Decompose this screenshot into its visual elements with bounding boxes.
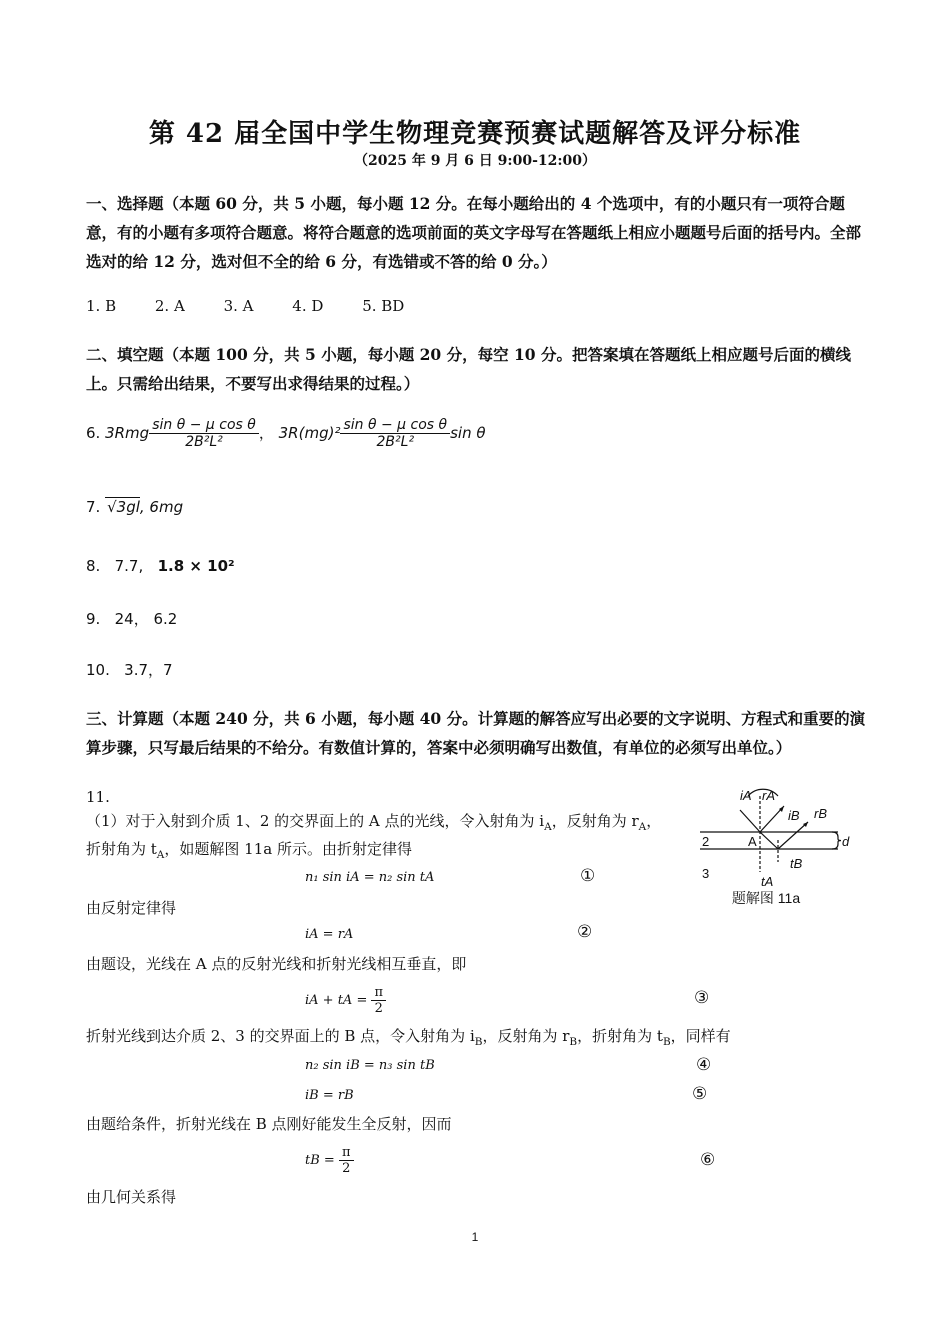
q11-p1: （1）对于入射到介质 1、2 的交界面上的 A 点的光线，令入射角为 i [86, 812, 545, 830]
section-1-heading: 一、选择题（本题 60 分，共 5 小题，每小题 12 分。在每小题给出的 4 个选项中，有的小题只有一项符合题意，有的小题有多项符合题意。将符合题意的选项前面的英文字母写在答题纸上相应小题题号后面的括号内。全部选对的给 12 分，选对但不全的给 6 分，有选错或不答的给 0 分。） [86, 194, 862, 271]
eq6-fraction [339, 1145, 354, 1176]
label-tB: tB [790, 856, 803, 871]
equation-1-number: ① [580, 866, 596, 886]
q8-text: 7.7, [114, 557, 144, 575]
label-iA: iA [740, 788, 752, 803]
page-title: 第 42 届全国中学生物理竞赛预赛试题解答及评分标准 [148, 119, 802, 149]
q6-label: 6. [86, 424, 101, 442]
equation-3-number: ③ [694, 988, 710, 1008]
answer-8 [86, 557, 235, 575]
equation-4-number: ④ [696, 1055, 712, 1075]
q6-numerator-1: sin θ − μ cos θ [149, 417, 259, 434]
eq6-den: 2 [342, 1161, 351, 1176]
q6-separator: ， [258, 424, 274, 442]
equation-3 [305, 985, 386, 1016]
label-rA: rA [762, 788, 775, 803]
q11-paragraph-4: 由题设，光线在 A 点的反射光线和折射光线相互垂直，即 [86, 955, 467, 973]
q11-paragraph-7: 由几何关系得 [86, 1188, 177, 1206]
q6-fraction-2 [340, 417, 450, 450]
answer-5: 5. BD [362, 297, 405, 315]
label-tA: tA [761, 874, 774, 889]
section-2-heading: 二、填空题（本题 100 分，共 5 小题，每小题 20 分，每空 10 分。把答案填在答题纸上相应题号后面的横线上。只需给出结果，不要写出求得结果的过程。） [86, 345, 851, 393]
incident-ray [740, 810, 760, 832]
answer-4: 4. D [292, 297, 324, 315]
refracted-ray [760, 832, 778, 849]
answer-10 [86, 659, 173, 680]
q11-paragraph-1: （1）对于入射到介质 1、2 的交界面上的 A 点的光线，令入射角为 $i_A$，反射角为 $r_A$， [86, 812, 662, 833]
q11-paragraph-5: 折射光线到达介质 2、3 的交界面上的 B 点，令入射角为 $i_B$，反射角为 $r_B$，折射角为 $t_B$，同样有 [86, 1027, 731, 1048]
label-iB: iB [788, 808, 800, 823]
label-rB: rB [814, 806, 827, 821]
reflected-ray-B [778, 822, 808, 849]
equation-2-number: ② [577, 922, 593, 942]
answer-2: 2. A [154, 297, 185, 315]
equation-1: n₁ sin iA = n₂ sin tA [305, 870, 435, 885]
q6-denominator-2: 2B²L² [376, 434, 415, 450]
equation-6 [305, 1145, 354, 1176]
q10-text: 3.7，7 [124, 661, 173, 679]
q11-p5d: ，同样有 [670, 1027, 731, 1045]
q11-paragraph-2: 折射角为 $t_A$，如题解图 11a 所示。由折射定律得 [86, 840, 412, 861]
q11-label: 11. [86, 788, 110, 806]
q9-label: 9. [86, 610, 101, 628]
q11-paragraph-6: 由题给条件，折射光线在 B 点刚好能发生全反射，因而 [86, 1115, 452, 1133]
q7-radical: √3gl [107, 498, 140, 516]
q9-text: 24， 6.2 [114, 610, 178, 628]
label-medium-2: 2 [702, 834, 710, 849]
page-number: 1 [471, 1230, 479, 1244]
q6-part2-prefix: 3R(mg)² [278, 424, 341, 442]
equation-6-number: ⑥ [700, 1150, 716, 1170]
answer-6 [86, 417, 486, 450]
answer-9 [86, 608, 177, 629]
label-d: d [842, 834, 850, 849]
answer-3: 3. A [223, 297, 254, 315]
equation-5-number: ⑤ [692, 1084, 708, 1104]
section-1-answers [86, 297, 438, 315]
q6-numerator-2: sin θ − μ cos θ [340, 417, 450, 434]
eq6-num: π [339, 1145, 354, 1161]
section-3-heading: 三、计算题（本题 240 分，共 6 小题，每小题 40 分。计算题的解答应写出必要的文字说明、方程式和重要的演算步骤，只写最后结果的不给分。有数值计算的，答案中必须明确写出数值，有单位的必须写出单位。） [86, 709, 866, 757]
q10-label: 10. [86, 661, 110, 679]
figure-11a-caption: 题解图 11a [731, 890, 801, 906]
q7-rest: , 6mg [139, 498, 184, 516]
q11-p5c: ，折射角为 t [577, 1027, 663, 1045]
q11-p5a: 折射光线到达介质 2、3 的交界面上的 B 点，令入射角为 i [86, 1027, 475, 1045]
answer-7 [86, 498, 183, 516]
label-point-A: A [748, 834, 757, 849]
q6-denominator-1: 2B²L² [185, 434, 223, 450]
q11-p1b: ，反射角为 r [551, 812, 639, 830]
answer-1: 1. B [86, 297, 117, 315]
q11-p2: 折射角为 t [86, 840, 157, 858]
label-medium-3: 3 [702, 866, 710, 881]
equation-4: n₂ sin iB = n₃ sin tB [305, 1058, 435, 1073]
eq6-lhs: tB = [305, 1153, 335, 1168]
thickness-bracket [832, 832, 841, 849]
eq3-fraction [371, 985, 386, 1016]
q11-paragraph-3: 由反射定律得 [86, 899, 177, 917]
q11-p5b: ，反射角为 r [482, 1027, 570, 1045]
eq3-den: 2 [374, 1001, 383, 1016]
eq3-num: π [371, 985, 386, 1001]
q6-part1-prefix: 3Rmg [105, 424, 150, 442]
q7-label: 7. [86, 498, 101, 516]
equation-2: iA = rA [305, 927, 354, 942]
q6-part2-suffix: sin θ [450, 424, 486, 442]
q6-fraction-1 [149, 417, 259, 450]
q8-label: 8. [86, 557, 101, 575]
eq3-lhs: iA + tA = [305, 993, 368, 1008]
q8-value: 1.8 × 10² [157, 557, 235, 575]
equation-5: iB = rB [305, 1088, 354, 1103]
exam-date: （2025 年 9 月 6 日 9:00-12:00） [353, 153, 597, 169]
q11-p2b: ，如题解图 11a 所示。由折射定律得 [164, 840, 412, 858]
